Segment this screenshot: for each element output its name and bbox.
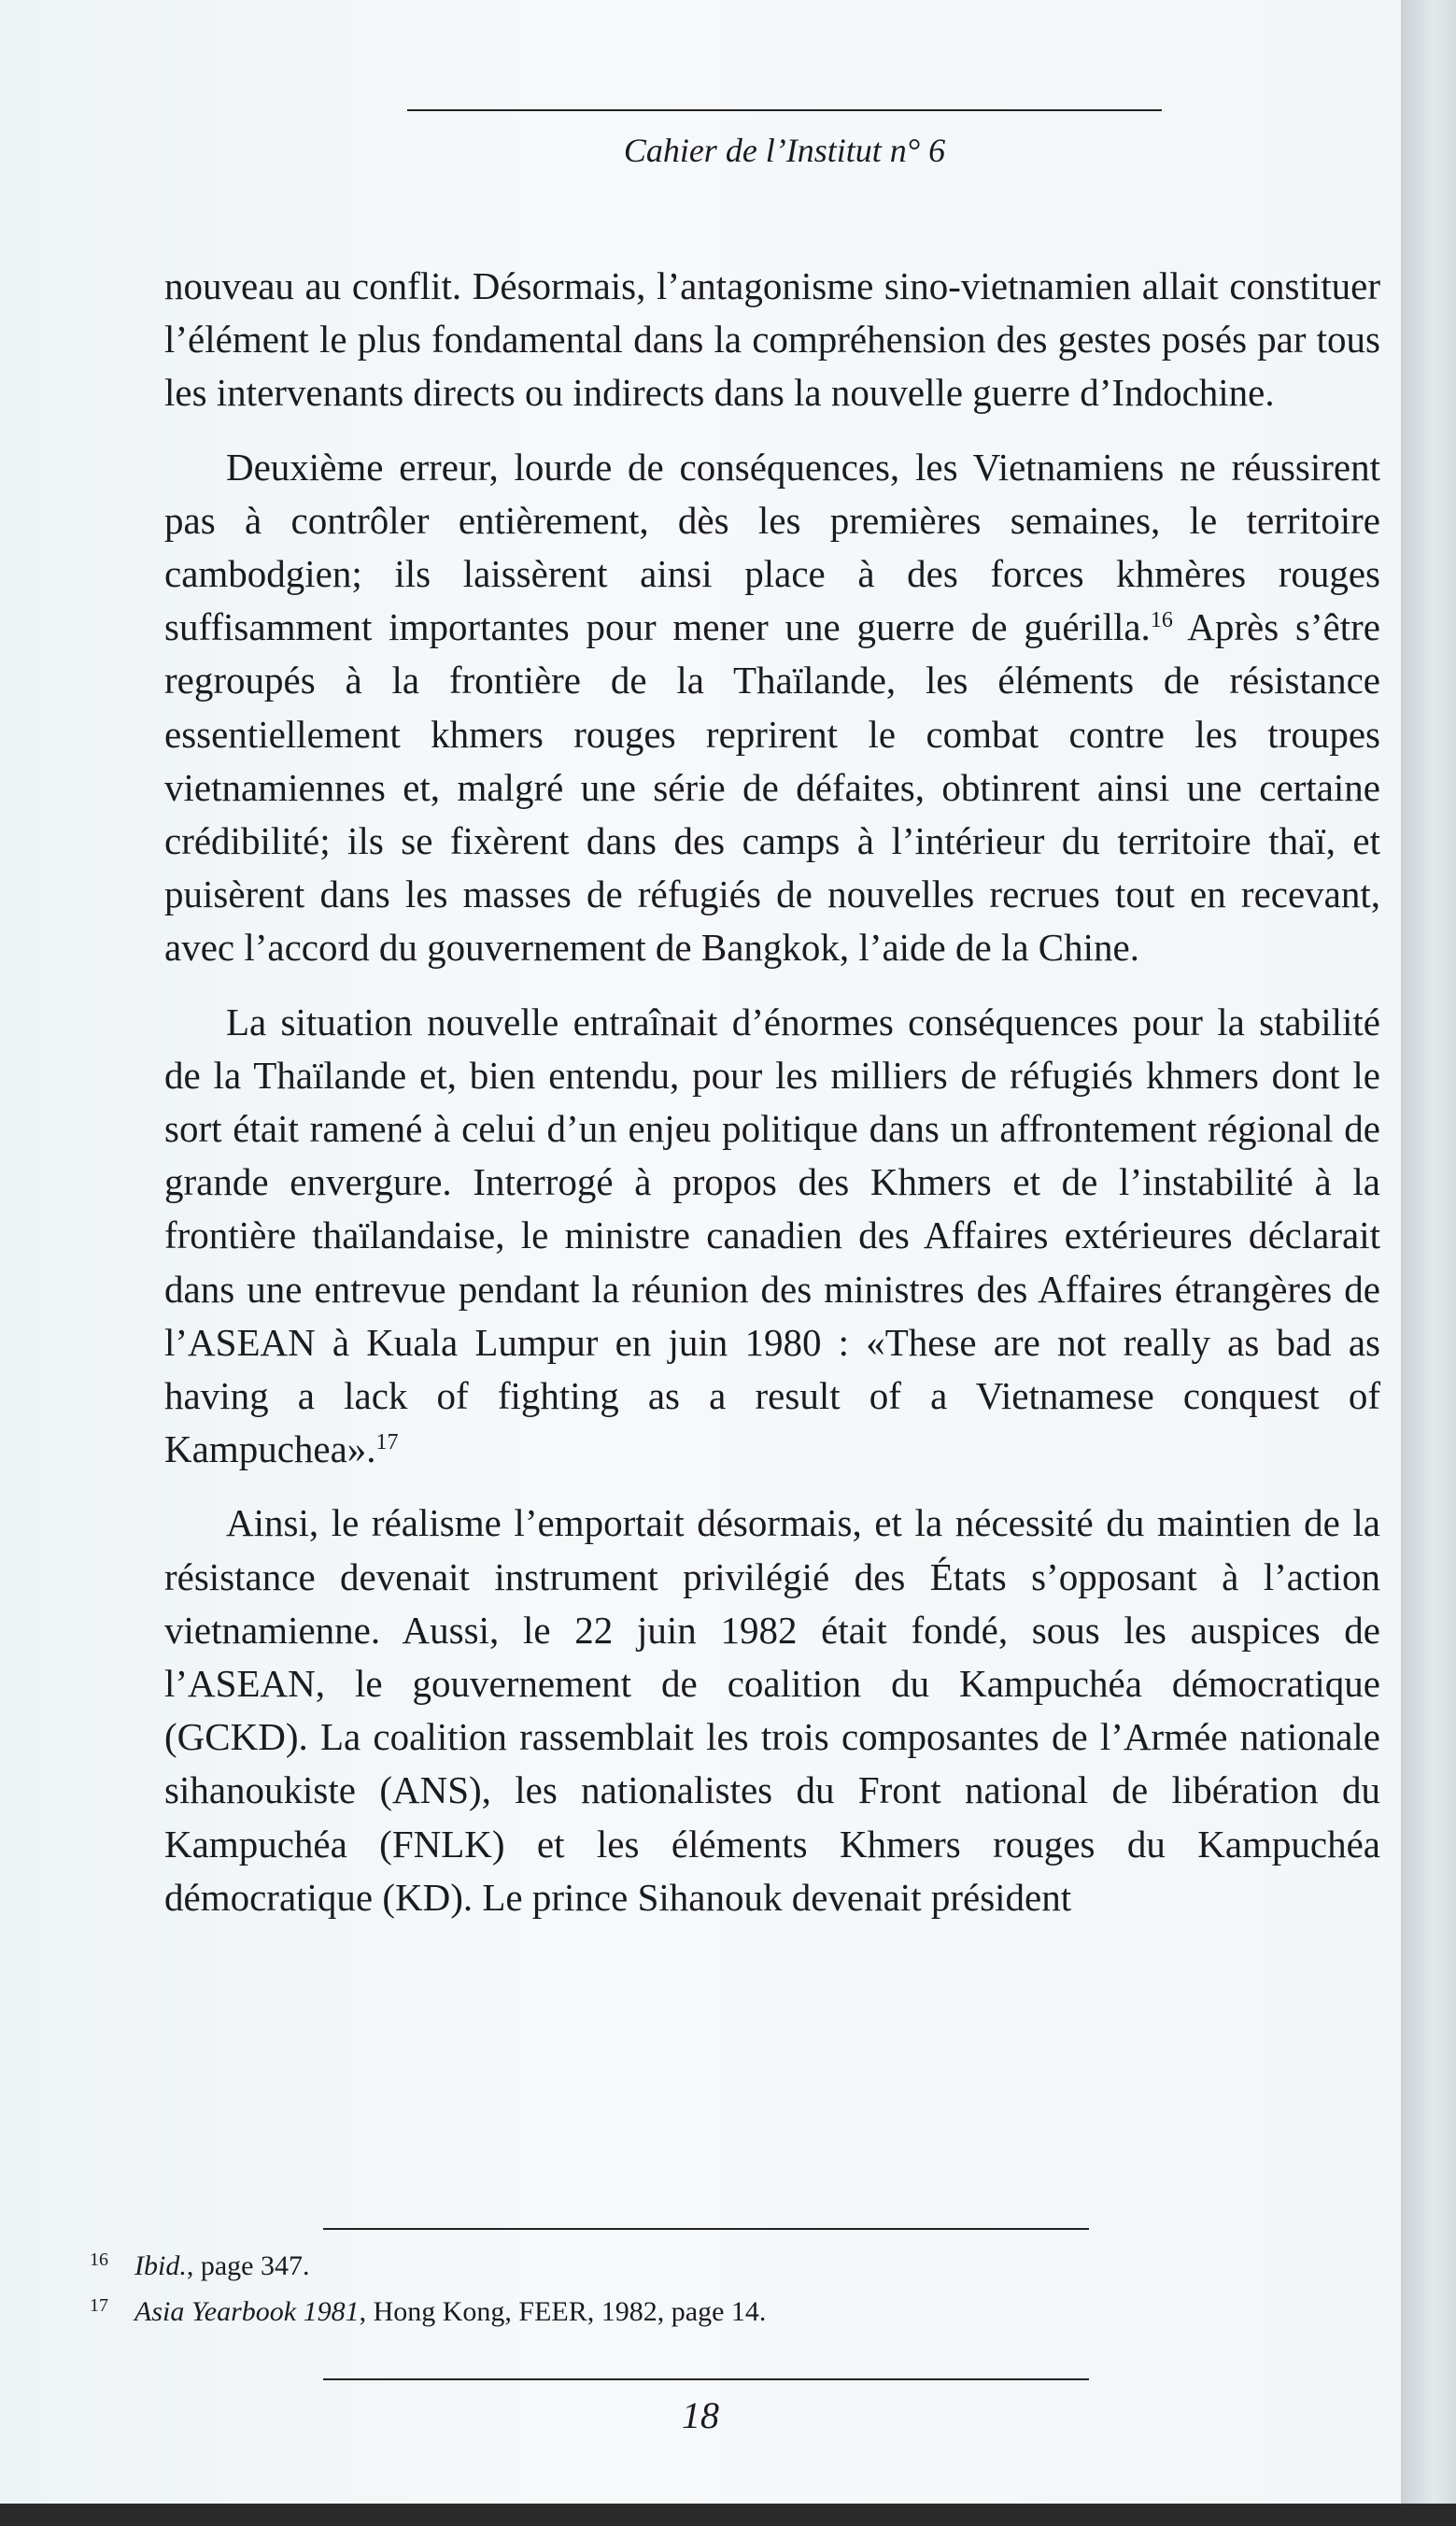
note-reference-17: 17 [375, 1430, 399, 1455]
paragraph-2-part-1: Deuxième erreur, lourde de conséquences, les Vietnamiens ne réussirent pas à contrôler entièrement, dès les premières semaines, le territoire cambodgien; ils laissèrent ainsi place à des forces khmères rouges suffisamment importantes pour mener une guerre de guérilla. [164, 445, 1380, 649]
footnote-source-details: , page 347. [186, 2250, 310, 2281]
note-reference-16: 16 [1150, 608, 1173, 633]
paragraph-4: Ainsi, le réalisme l’emportait désormais, et la nécessité du maintien de la résistance devenait instrument privilégié des États s’opposant à l’action vietnamienne. Aussi, le 22 juin 1982 était fondé, sous les auspices de l’ASEAN, le gouvernement de coalition du Kampuchéa démocratique (GCKD). La coalition rassemblait les trois composantes de l’Armée nationale sihanoukiste (ANS), les nationalistes du Front national de libération du Kampuchéa (FNLK) et les éléments Khmers rouges du Kampuchéa démocratique (KD). Le prince Sihanouk devenait président [164, 1501, 1380, 1919]
paragraph-1: nouveau au conflit. Désormais, l’antagonisme sino-vietnamien allait constituer l’élément le plus fondamental dans la compréhension des gestes posés par tous les intervenants directs ou indirects dans la nouvelle guerre d’Indochine. [164, 264, 1380, 415]
page-number: 18 [682, 2394, 719, 2436]
scan-bottom-edge [0, 2504, 1456, 2526]
footnote-source-title: Ibid. [134, 2250, 187, 2281]
header-rule [407, 109, 1162, 111]
footnote-number: 16 [90, 2249, 108, 2270]
footnotes [90, 2240, 1304, 2332]
footnote-source-details: , Hong Kong, FEER, 1982, page 14. [359, 2296, 767, 2327]
footnote-16 [90, 2240, 1304, 2286]
footer-rule [323, 2378, 1089, 2380]
paragraph-2 [164, 441, 1380, 975]
running-head: Cahier de l’Institut n° 6 [623, 132, 946, 169]
paragraph-3-text: La situation nouvelle entraînait d’énormes conséquences pour la stabilité de la Thaïlande et, bien entendu, pour les milliers de réfugiés khmers dont le sort était ramené à celui d’un enjeu politique dans un affrontement régional de grande envergure. Interrogé à propos des Khmers et de l’instabilité à la frontière thaïlandaise, le ministre canadien des Affaires extérieures déclarait dans une entrevue pendant la réunion des ministres des Affaires étrangères de l’ASEAN à Kuala Lumpur en juin 1980 : «These are not really as bad as having a lack of fighting as a result of a Vietnamese conquest of Kampuchea». [164, 1000, 1380, 1471]
page-spine-shadow [1401, 0, 1456, 2526]
footnote-rule [323, 2228, 1089, 2230]
body-text [164, 260, 1380, 1945]
footnote-number: 17 [90, 2295, 108, 2316]
paragraph-3 [164, 996, 1380, 1477]
footnote-17 [90, 2286, 1304, 2332]
footnote-source-title: Asia Yearbook 1981 [134, 2296, 360, 2327]
paragraph-2-part-2: Après s’être regroupés à la frontière de la Thaïlande, les éléments de résistance essentiellement khmers rouges reprirent le combat contre les troupes vietnamiennes et, malgré une série de défaites, obtinrent ainsi une certaine crédibilité; ils se fixèrent dans des camps à l’intérieur du territoire thaï, et puisèrent dans les masses de réfugiés de nouvelles recrues tout en recevant, avec l’accord du gouvernement de Bangkok, l’aide de la Chine. [164, 605, 1380, 970]
